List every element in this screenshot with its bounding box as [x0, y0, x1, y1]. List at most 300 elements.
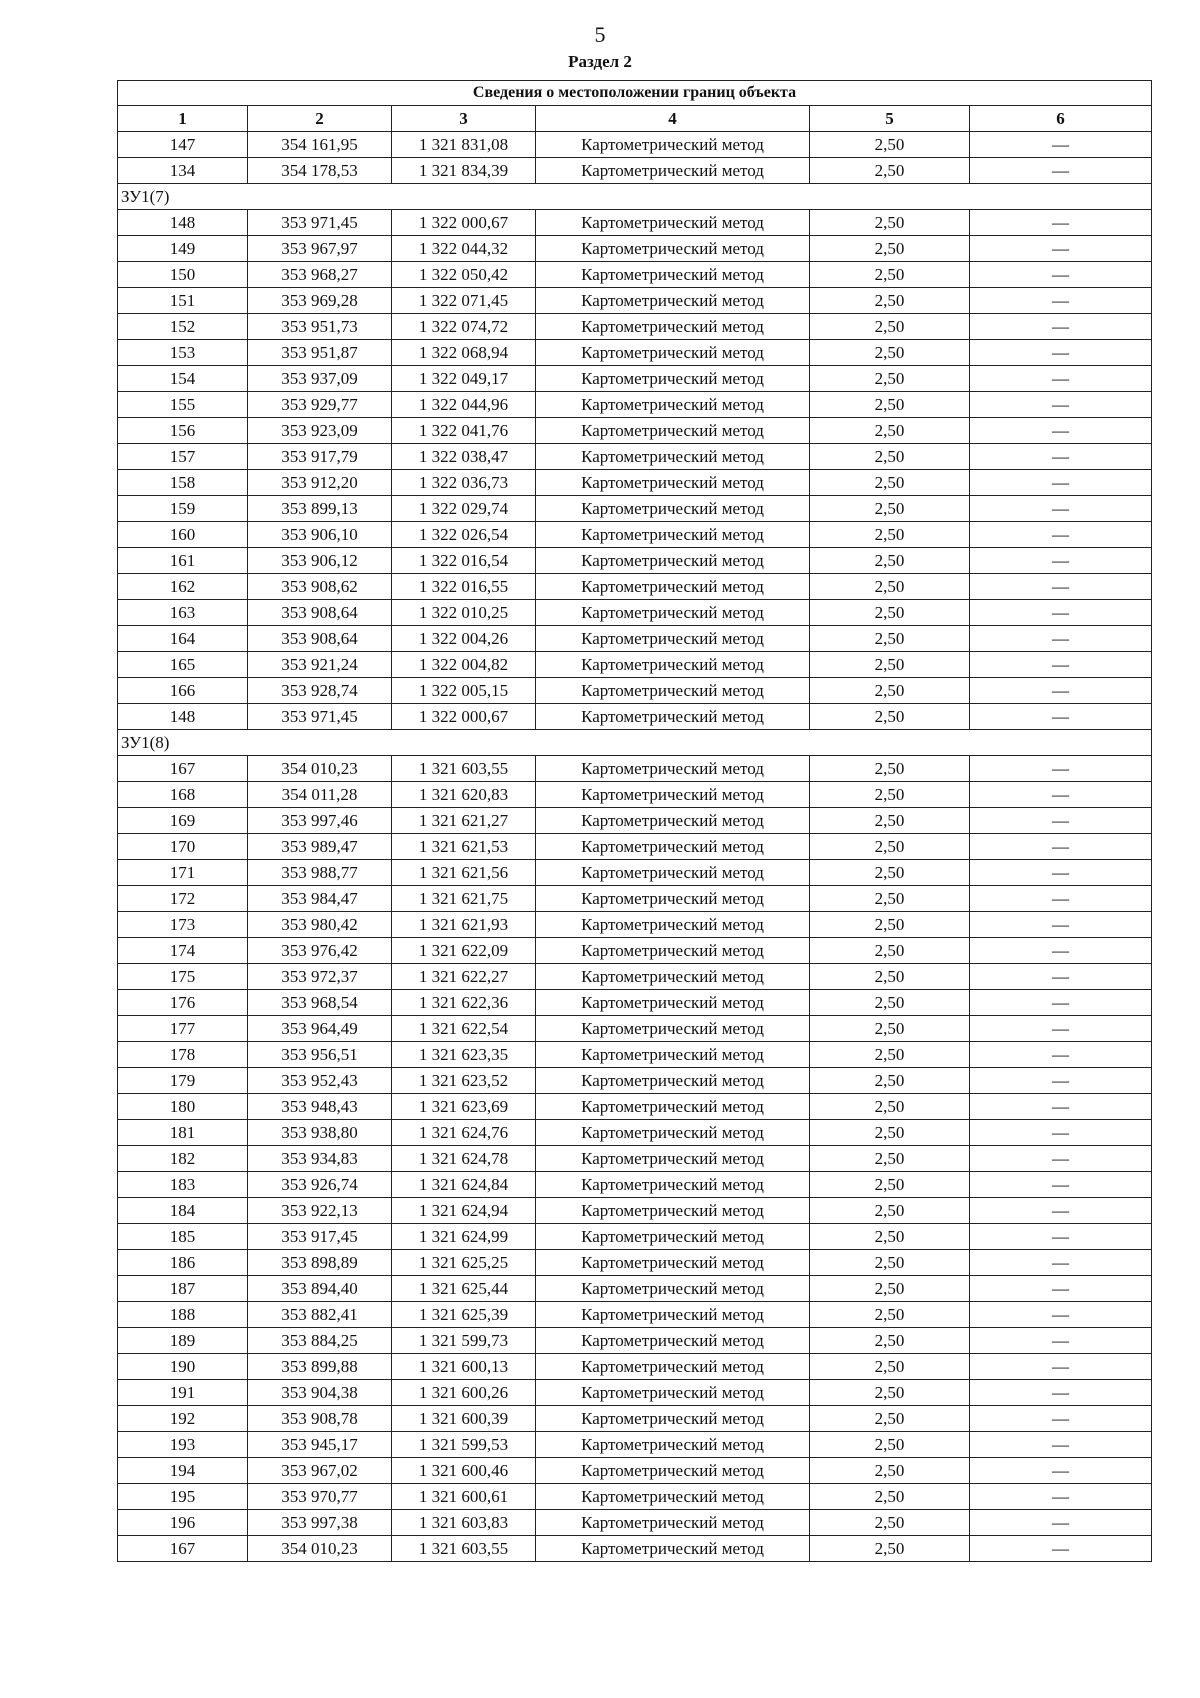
- note-cell: —: [970, 444, 1152, 470]
- note-cell: —: [970, 1302, 1152, 1328]
- table-row: [118, 418, 1152, 444]
- x-coordinate-cell: 353 884,25: [248, 1328, 392, 1354]
- accuracy-cell: 2,50: [810, 1198, 970, 1224]
- method-cell: Картометрический метод: [536, 262, 810, 288]
- method-cell: Картометрический метод: [536, 574, 810, 600]
- y-coordinate-cell: 1 321 620,83: [392, 782, 536, 808]
- method-cell: Картометрический метод: [536, 288, 810, 314]
- column-header-6: 6: [970, 106, 1152, 132]
- method-cell: Картометрический метод: [536, 886, 810, 912]
- method-cell: Картометрический метод: [536, 418, 810, 444]
- point-number-cell: 149: [118, 236, 248, 262]
- method-cell: Картометрический метод: [536, 444, 810, 470]
- accuracy-cell: 2,50: [810, 1120, 970, 1146]
- accuracy-cell: 2,50: [810, 1536, 970, 1562]
- boundary-coordinates-table: [117, 80, 1152, 1562]
- table-row: [118, 990, 1152, 1016]
- note-cell: —: [970, 704, 1152, 730]
- x-coordinate-cell: 353 928,74: [248, 678, 392, 704]
- table-row: [118, 1276, 1152, 1302]
- method-cell: Картометрический метод: [536, 1094, 810, 1120]
- accuracy-cell: 2,50: [810, 1016, 970, 1042]
- note-cell: —: [970, 1354, 1152, 1380]
- method-cell: Картометрический метод: [536, 860, 810, 886]
- point-number-cell: 184: [118, 1198, 248, 1224]
- table-row: [118, 262, 1152, 288]
- method-cell: Картометрический метод: [536, 626, 810, 652]
- accuracy-cell: 2,50: [810, 912, 970, 938]
- accuracy-cell: 2,50: [810, 1328, 970, 1354]
- accuracy-cell: 2,50: [810, 262, 970, 288]
- y-coordinate-cell: 1 321 624,76: [392, 1120, 536, 1146]
- note-cell: —: [970, 938, 1152, 964]
- table-row: [118, 496, 1152, 522]
- note-cell: —: [970, 1120, 1152, 1146]
- accuracy-cell: 2,50: [810, 834, 970, 860]
- point-number-cell: 153: [118, 340, 248, 366]
- point-number-cell: 175: [118, 964, 248, 990]
- note-cell: —: [970, 366, 1152, 392]
- y-coordinate-cell: 1 321 600,26: [392, 1380, 536, 1406]
- y-coordinate-cell: 1 321 831,08: [392, 132, 536, 158]
- accuracy-cell: 2,50: [810, 1302, 970, 1328]
- table-row: [118, 392, 1152, 418]
- table-row: [118, 808, 1152, 834]
- method-cell: Картометрический метод: [536, 1302, 810, 1328]
- accuracy-cell: 2,50: [810, 236, 970, 262]
- method-cell: Картометрический метод: [536, 990, 810, 1016]
- parcel-group-row: [118, 184, 1152, 210]
- accuracy-cell: 2,50: [810, 158, 970, 184]
- point-number-cell: 179: [118, 1068, 248, 1094]
- y-coordinate-cell: 1 321 625,39: [392, 1302, 536, 1328]
- x-coordinate-cell: 354 178,53: [248, 158, 392, 184]
- note-cell: —: [970, 912, 1152, 938]
- x-coordinate-cell: 353 904,38: [248, 1380, 392, 1406]
- method-cell: Картометрический метод: [536, 834, 810, 860]
- column-header-4: 4: [536, 106, 810, 132]
- x-coordinate-cell: 353 934,83: [248, 1146, 392, 1172]
- x-coordinate-cell: 353 968,54: [248, 990, 392, 1016]
- point-number-cell: 177: [118, 1016, 248, 1042]
- point-number-cell: 159: [118, 496, 248, 522]
- table-row: [118, 860, 1152, 886]
- note-cell: —: [970, 834, 1152, 860]
- accuracy-cell: 2,50: [810, 288, 970, 314]
- point-number-cell: 180: [118, 1094, 248, 1120]
- y-coordinate-cell: 1 322 074,72: [392, 314, 536, 340]
- table-row: [118, 444, 1152, 470]
- y-coordinate-cell: 1 321 624,84: [392, 1172, 536, 1198]
- method-cell: Картометрический метод: [536, 1250, 810, 1276]
- accuracy-cell: 2,50: [810, 1354, 970, 1380]
- note-cell: —: [970, 990, 1152, 1016]
- point-number-cell: 148: [118, 704, 248, 730]
- point-number-cell: 150: [118, 262, 248, 288]
- point-number-cell: 172: [118, 886, 248, 912]
- y-coordinate-cell: 1 322 016,55: [392, 574, 536, 600]
- method-cell: Картометрический метод: [536, 1068, 810, 1094]
- method-cell: Картометрический метод: [536, 938, 810, 964]
- y-coordinate-cell: 1 322 026,54: [392, 522, 536, 548]
- x-coordinate-cell: 353 988,77: [248, 860, 392, 886]
- point-number-cell: 171: [118, 860, 248, 886]
- point-number-cell: 165: [118, 652, 248, 678]
- column-header-3: 3: [392, 106, 536, 132]
- x-coordinate-cell: 353 967,02: [248, 1458, 392, 1484]
- accuracy-cell: 2,50: [810, 1250, 970, 1276]
- table-row: [118, 1510, 1152, 1536]
- y-coordinate-cell: 1 322 068,94: [392, 340, 536, 366]
- method-cell: Картометрический метод: [536, 132, 810, 158]
- y-coordinate-cell: 1 322 004,82: [392, 652, 536, 678]
- table-row: [118, 1120, 1152, 1146]
- method-cell: Картометрический метод: [536, 210, 810, 236]
- accuracy-cell: 2,50: [810, 1068, 970, 1094]
- page-number: 5: [594, 22, 606, 47]
- x-coordinate-cell: 353 882,41: [248, 1302, 392, 1328]
- accuracy-cell: 2,50: [810, 1276, 970, 1302]
- note-cell: —: [970, 1432, 1152, 1458]
- y-coordinate-cell: 1 321 599,53: [392, 1432, 536, 1458]
- x-coordinate-cell: 353 926,74: [248, 1172, 392, 1198]
- table-row: [118, 340, 1152, 366]
- note-cell: —: [970, 548, 1152, 574]
- table-row: [118, 1380, 1152, 1406]
- method-cell: Картометрический метод: [536, 1354, 810, 1380]
- x-coordinate-cell: 353 908,64: [248, 600, 392, 626]
- y-coordinate-cell: 1 321 621,56: [392, 860, 536, 886]
- table-row: [118, 1224, 1152, 1250]
- note-cell: —: [970, 756, 1152, 782]
- accuracy-cell: 2,50: [810, 678, 970, 704]
- point-number-cell: 152: [118, 314, 248, 340]
- accuracy-cell: 2,50: [810, 1172, 970, 1198]
- point-number-cell: 168: [118, 782, 248, 808]
- method-cell: Картометрический метод: [536, 470, 810, 496]
- method-cell: Картометрический метод: [536, 808, 810, 834]
- x-coordinate-cell: 353 948,43: [248, 1094, 392, 1120]
- y-coordinate-cell: 1 322 071,45: [392, 288, 536, 314]
- x-coordinate-cell: 353 997,46: [248, 808, 392, 834]
- method-cell: Картометрический метод: [536, 1042, 810, 1068]
- note-cell: —: [970, 808, 1152, 834]
- accuracy-cell: 2,50: [810, 652, 970, 678]
- accuracy-cell: 2,50: [810, 600, 970, 626]
- method-cell: Картометрический метод: [536, 756, 810, 782]
- table-row: [118, 912, 1152, 938]
- point-number-cell: 156: [118, 418, 248, 444]
- note-cell: —: [970, 1510, 1152, 1536]
- table-row: [118, 1484, 1152, 1510]
- y-coordinate-cell: 1 322 005,15: [392, 678, 536, 704]
- y-coordinate-cell: 1 321 603,55: [392, 756, 536, 782]
- note-cell: —: [970, 1016, 1152, 1042]
- method-cell: Картометрический метод: [536, 392, 810, 418]
- table-title: Сведения о местоположении границ объекта: [118, 81, 1152, 106]
- accuracy-cell: 2,50: [810, 314, 970, 340]
- note-cell: —: [970, 1380, 1152, 1406]
- method-cell: Картометрический метод: [536, 1172, 810, 1198]
- method-cell: Картометрический метод: [536, 1432, 810, 1458]
- accuracy-cell: 2,50: [810, 938, 970, 964]
- accuracy-cell: 2,50: [810, 1146, 970, 1172]
- point-number-cell: 173: [118, 912, 248, 938]
- accuracy-cell: 2,50: [810, 418, 970, 444]
- point-number-cell: 154: [118, 366, 248, 392]
- accuracy-cell: 2,50: [810, 782, 970, 808]
- note-cell: —: [970, 652, 1152, 678]
- note-cell: —: [970, 1536, 1152, 1562]
- accuracy-cell: 2,50: [810, 574, 970, 600]
- y-coordinate-cell: 1 321 621,27: [392, 808, 536, 834]
- note-cell: —: [970, 392, 1152, 418]
- x-coordinate-cell: 353 937,09: [248, 366, 392, 392]
- accuracy-cell: 2,50: [810, 964, 970, 990]
- point-number-cell: 194: [118, 1458, 248, 1484]
- table-row: [118, 600, 1152, 626]
- table-row: [118, 704, 1152, 730]
- x-coordinate-cell: 353 951,87: [248, 340, 392, 366]
- x-coordinate-cell: 353 971,45: [248, 704, 392, 730]
- accuracy-cell: 2,50: [810, 496, 970, 522]
- point-number-cell: 183: [118, 1172, 248, 1198]
- note-cell: —: [970, 678, 1152, 704]
- x-coordinate-cell: 353 989,47: [248, 834, 392, 860]
- accuracy-cell: 2,50: [810, 132, 970, 158]
- note-cell: —: [970, 1328, 1152, 1354]
- note-cell: —: [970, 782, 1152, 808]
- table-row: [118, 1042, 1152, 1068]
- y-coordinate-cell: 1 321 623,35: [392, 1042, 536, 1068]
- table-row: [118, 886, 1152, 912]
- table-row: [118, 782, 1152, 808]
- x-coordinate-cell: 353 970,77: [248, 1484, 392, 1510]
- y-coordinate-cell: 1 321 603,55: [392, 1536, 536, 1562]
- y-coordinate-cell: 1 321 622,27: [392, 964, 536, 990]
- x-coordinate-cell: 353 952,43: [248, 1068, 392, 1094]
- method-cell: Картометрический метод: [536, 1224, 810, 1250]
- y-coordinate-cell: 1 322 036,73: [392, 470, 536, 496]
- y-coordinate-cell: 1 321 603,83: [392, 1510, 536, 1536]
- note-cell: —: [970, 964, 1152, 990]
- accuracy-cell: 2,50: [810, 1432, 970, 1458]
- point-number-cell: 192: [118, 1406, 248, 1432]
- note-cell: —: [970, 418, 1152, 444]
- note-cell: —: [970, 236, 1152, 262]
- note-cell: —: [970, 626, 1152, 652]
- x-coordinate-cell: 353 898,89: [248, 1250, 392, 1276]
- x-coordinate-cell: 353 972,37: [248, 964, 392, 990]
- table-row: [118, 1432, 1152, 1458]
- note-cell: —: [970, 210, 1152, 236]
- method-cell: Картометрический метод: [536, 1380, 810, 1406]
- x-coordinate-cell: 353 968,27: [248, 262, 392, 288]
- x-coordinate-cell: 354 161,95: [248, 132, 392, 158]
- method-cell: Картометрический метод: [536, 1510, 810, 1536]
- point-number-cell: 182: [118, 1146, 248, 1172]
- table-row: [118, 548, 1152, 574]
- x-coordinate-cell: 353 976,42: [248, 938, 392, 964]
- method-cell: Картометрический метод: [536, 366, 810, 392]
- table-row: [118, 574, 1152, 600]
- y-coordinate-cell: 1 321 600,61: [392, 1484, 536, 1510]
- y-coordinate-cell: 1 322 044,96: [392, 392, 536, 418]
- y-coordinate-cell: 1 321 622,54: [392, 1016, 536, 1042]
- note-cell: —: [970, 1068, 1152, 1094]
- x-coordinate-cell: 353 967,97: [248, 236, 392, 262]
- x-coordinate-cell: 353 929,77: [248, 392, 392, 418]
- table-row: [118, 366, 1152, 392]
- point-number-cell: 185: [118, 1224, 248, 1250]
- method-cell: Картометрический метод: [536, 1458, 810, 1484]
- accuracy-cell: 2,50: [810, 808, 970, 834]
- y-coordinate-cell: 1 322 041,76: [392, 418, 536, 444]
- x-coordinate-cell: 354 010,23: [248, 756, 392, 782]
- method-cell: Картометрический метод: [536, 340, 810, 366]
- x-coordinate-cell: 353 969,28: [248, 288, 392, 314]
- point-number-cell: 195: [118, 1484, 248, 1510]
- table-row: [118, 158, 1152, 184]
- accuracy-cell: 2,50: [810, 470, 970, 496]
- method-cell: Картометрический метод: [536, 496, 810, 522]
- table-row: [118, 470, 1152, 496]
- x-coordinate-cell: 353 912,20: [248, 470, 392, 496]
- table-row: [118, 652, 1152, 678]
- method-cell: Картометрический метод: [536, 522, 810, 548]
- parcel-group-label: ЗУ1(8): [118, 730, 1152, 756]
- method-cell: Картометрический метод: [536, 1328, 810, 1354]
- table-row: [118, 756, 1152, 782]
- y-coordinate-cell: 1 321 834,39: [392, 158, 536, 184]
- y-coordinate-cell: 1 322 000,67: [392, 704, 536, 730]
- accuracy-cell: 2,50: [810, 522, 970, 548]
- table-row: [118, 314, 1152, 340]
- point-number-cell: 148: [118, 210, 248, 236]
- y-coordinate-cell: 1 322 050,42: [392, 262, 536, 288]
- accuracy-cell: 2,50: [810, 704, 970, 730]
- point-number-cell: 170: [118, 834, 248, 860]
- point-number-cell: 190: [118, 1354, 248, 1380]
- accuracy-cell: 2,50: [810, 366, 970, 392]
- method-cell: Картометрический метод: [536, 964, 810, 990]
- y-coordinate-cell: 1 322 000,67: [392, 210, 536, 236]
- x-coordinate-cell: 353 908,78: [248, 1406, 392, 1432]
- method-cell: Картометрический метод: [536, 652, 810, 678]
- point-number-cell: 167: [118, 756, 248, 782]
- accuracy-cell: 2,50: [810, 210, 970, 236]
- table-row: [118, 1172, 1152, 1198]
- table-row: [118, 678, 1152, 704]
- table-row: [118, 1406, 1152, 1432]
- table-row: [118, 1354, 1152, 1380]
- note-cell: —: [970, 1224, 1152, 1250]
- table-row: [118, 1016, 1152, 1042]
- y-coordinate-cell: 1 322 029,74: [392, 496, 536, 522]
- point-number-cell: 178: [118, 1042, 248, 1068]
- point-number-cell: 158: [118, 470, 248, 496]
- y-coordinate-cell: 1 321 624,78: [392, 1146, 536, 1172]
- table-row: [118, 1068, 1152, 1094]
- note-cell: —: [970, 1458, 1152, 1484]
- accuracy-cell: 2,50: [810, 1510, 970, 1536]
- accuracy-cell: 2,50: [810, 444, 970, 470]
- method-cell: Картометрический метод: [536, 704, 810, 730]
- method-cell: Картометрический метод: [536, 158, 810, 184]
- y-coordinate-cell: 1 321 623,52: [392, 1068, 536, 1094]
- note-cell: —: [970, 340, 1152, 366]
- point-number-cell: 155: [118, 392, 248, 418]
- y-coordinate-cell: 1 322 010,25: [392, 600, 536, 626]
- note-cell: —: [970, 1146, 1152, 1172]
- method-cell: Картометрический метод: [536, 1276, 810, 1302]
- column-number-row: [118, 106, 1152, 132]
- y-coordinate-cell: 1 321 621,75: [392, 886, 536, 912]
- note-cell: —: [970, 860, 1152, 886]
- x-coordinate-cell: 353 938,80: [248, 1120, 392, 1146]
- point-number-cell: 188: [118, 1302, 248, 1328]
- point-number-cell: 176: [118, 990, 248, 1016]
- point-number-cell: 157: [118, 444, 248, 470]
- point-number-cell: 163: [118, 600, 248, 626]
- x-coordinate-cell: 353 908,62: [248, 574, 392, 600]
- accuracy-cell: 2,50: [810, 886, 970, 912]
- y-coordinate-cell: 1 321 621,53: [392, 834, 536, 860]
- parcel-group-row: [118, 730, 1152, 756]
- y-coordinate-cell: 1 321 600,46: [392, 1458, 536, 1484]
- x-coordinate-cell: 353 908,64: [248, 626, 392, 652]
- point-number-cell: 147: [118, 132, 248, 158]
- y-coordinate-cell: 1 321 624,99: [392, 1224, 536, 1250]
- point-number-cell: 189: [118, 1328, 248, 1354]
- y-coordinate-cell: 1 321 623,69: [392, 1094, 536, 1120]
- accuracy-cell: 2,50: [810, 1042, 970, 1068]
- section-title: Раздел 2: [568, 52, 632, 71]
- y-coordinate-cell: 1 322 016,54: [392, 548, 536, 574]
- method-cell: Картометрический метод: [536, 1198, 810, 1224]
- method-cell: Картометрический метод: [536, 1536, 810, 1562]
- note-cell: —: [970, 1198, 1152, 1224]
- x-coordinate-cell: 353 917,45: [248, 1224, 392, 1250]
- y-coordinate-cell: 1 321 600,39: [392, 1406, 536, 1432]
- table-row: [118, 210, 1152, 236]
- point-number-cell: 161: [118, 548, 248, 574]
- y-coordinate-cell: 1 321 599,73: [392, 1328, 536, 1354]
- column-header-2: 2: [248, 106, 392, 132]
- table-row: [118, 132, 1152, 158]
- method-cell: Картометрический метод: [536, 678, 810, 704]
- y-coordinate-cell: 1 321 622,09: [392, 938, 536, 964]
- method-cell: Картометрический метод: [536, 1016, 810, 1042]
- accuracy-cell: 2,50: [810, 392, 970, 418]
- note-cell: —: [970, 1484, 1152, 1510]
- note-cell: —: [970, 1172, 1152, 1198]
- method-cell: Картометрический метод: [536, 236, 810, 262]
- x-coordinate-cell: 353 921,24: [248, 652, 392, 678]
- method-cell: Картометрический метод: [536, 600, 810, 626]
- x-coordinate-cell: 354 010,23: [248, 1536, 392, 1562]
- table-row: [118, 522, 1152, 548]
- y-coordinate-cell: 1 322 044,32: [392, 236, 536, 262]
- method-cell: Картометрический метод: [536, 782, 810, 808]
- column-header-5: 5: [810, 106, 970, 132]
- y-coordinate-cell: 1 321 625,25: [392, 1250, 536, 1276]
- y-coordinate-cell: 1 321 624,94: [392, 1198, 536, 1224]
- parcel-group-label: ЗУ1(7): [118, 184, 1152, 210]
- point-number-cell: 160: [118, 522, 248, 548]
- x-coordinate-cell: 353 971,45: [248, 210, 392, 236]
- table-row: [118, 1198, 1152, 1224]
